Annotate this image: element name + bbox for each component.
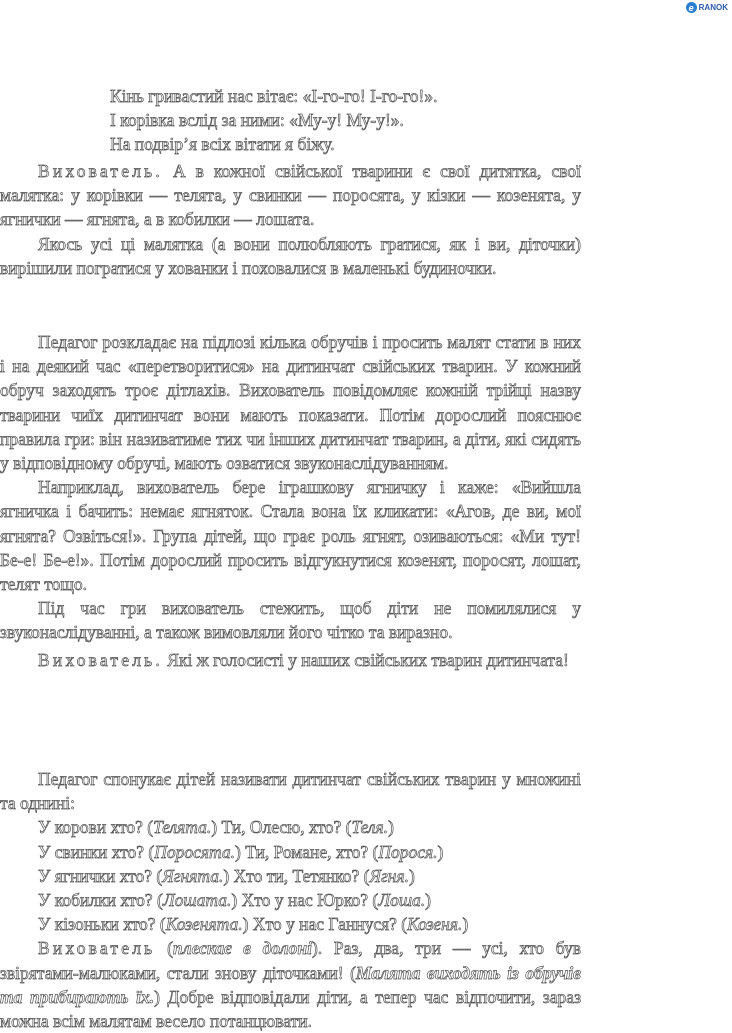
paragraph-educator-intro [0,159,657,232]
poem-line: На подвір’я всіх вітати я біжу. [110,134,335,155]
poem-line: Кінь гривастий нас вітає: «І-го-го! І-го-го!». [110,86,438,106]
stage-remark: плескає в долоні [172,938,312,959]
publisher-logo [686,2,728,13]
paragraph-game-example: Наприклад, вихователь бере іграшкову ягничку і каже: «Вийшла ягничка і бачить: немає ягняток. Стала вона їх кликати: «Агов, де ви, мої ягнята? Озвіться!». Група дітей, що грає роль ягнят, озиваються: «Ми тут! Бе-е! Бе-е!». Потім дорослий просить відгукнутися козенят, поросят, лошат, телят тощо. [0,477,581,595]
stage-direction: Малята виходять із обручів та прибирають їх. [0,962,581,1007]
dialog-line: У корови хто? (Телята.) Ти, Олесю, хто? (Теля.) [38,817,394,838]
dialog-line: У ягнички хто? (Ягнята.) Хто ти, Тетянко? (Ягня.) [38,865,415,886]
paragraph-text: Які ж голосисті у наших свійських тварин дитинчата! [162,649,569,670]
paragraph-educator-closing: Вихователь (плескає в долоні). Раз, два, три — усі, хто був звірятами-малюками, стали знову діточками! (Малята виходять із обручів та прибирають їх.) Добре відповідали діти, а тепер час відпочити, зараз можна всім малятам весело потанцювати. [0,938,581,1032]
logo-text: RANOK [698,3,728,12]
paragraph-game-rules: Педагог розкладає на підлозі кілька обручів і просить малят стати в них і на деякий час «перетворитися» на дитинчат свійських тварин. У кожний обруч заходять троє дітлахів. Вихователь повідомляє кожній трійці назву тварини чиїх дитинчат вони мають показати. Потім дорослий пояснює правила гри: він називатиме тих чи інших дитинчат тварин, а діти, які сидять у відповідному обручі, мають озватися звуконаслідуванням. [0,332,581,474]
paragraph-supervision: Під час гри вихователь стежить, щоб діти не помилялися у звуконаслідуванні, а також вимовляли його чітко та виразно. [0,598,581,643]
game-description [0,330,732,672]
speaker-label: Вихователь. [38,649,163,670]
dialog-line: У свинки хто? (Поросята.) Ти, Романе, хто? (Порося.) [38,841,444,862]
speaker-label: Вихователь [38,938,156,959]
paragraph-text: А в кожної свійської тварини є свої дитятка, свої малятка: у корівки — телята, у свинки — поросята, у кізки — козенята, у ягнички — ягнята, а в кобилки — лошата. [0,161,581,230]
poem-line: І корівка вслід за ними: «Му-у! Му-у!». [110,110,404,131]
dialog-line: У кобилки хто? (Лошата.) Хто у нас Юрко? (Лоша.) [38,890,431,911]
logo-mark: e [686,2,697,13]
poem [110,84,630,157]
dialog-line: У кізоньки хто? (Козенята.) Хто у нас Ганнуся? (Козеня.) [38,914,469,935]
intro-section [0,159,732,280]
naming-exercise [0,767,732,1033]
speaker-label: Вихователь. [38,161,163,181]
paragraph-hide-and-seek: Якось усі ці малятка (а вони полюбляють гратися, як і ви, діточки) вирішили погратися у хованки і поховалися в маленькі будиночки. [0,233,581,278]
paragraph-educator-remark [0,648,657,672]
paragraph-naming-intro: Педагог спонукає дітей називати дитинчат свійських тварин у множині та однині: [0,769,581,814]
